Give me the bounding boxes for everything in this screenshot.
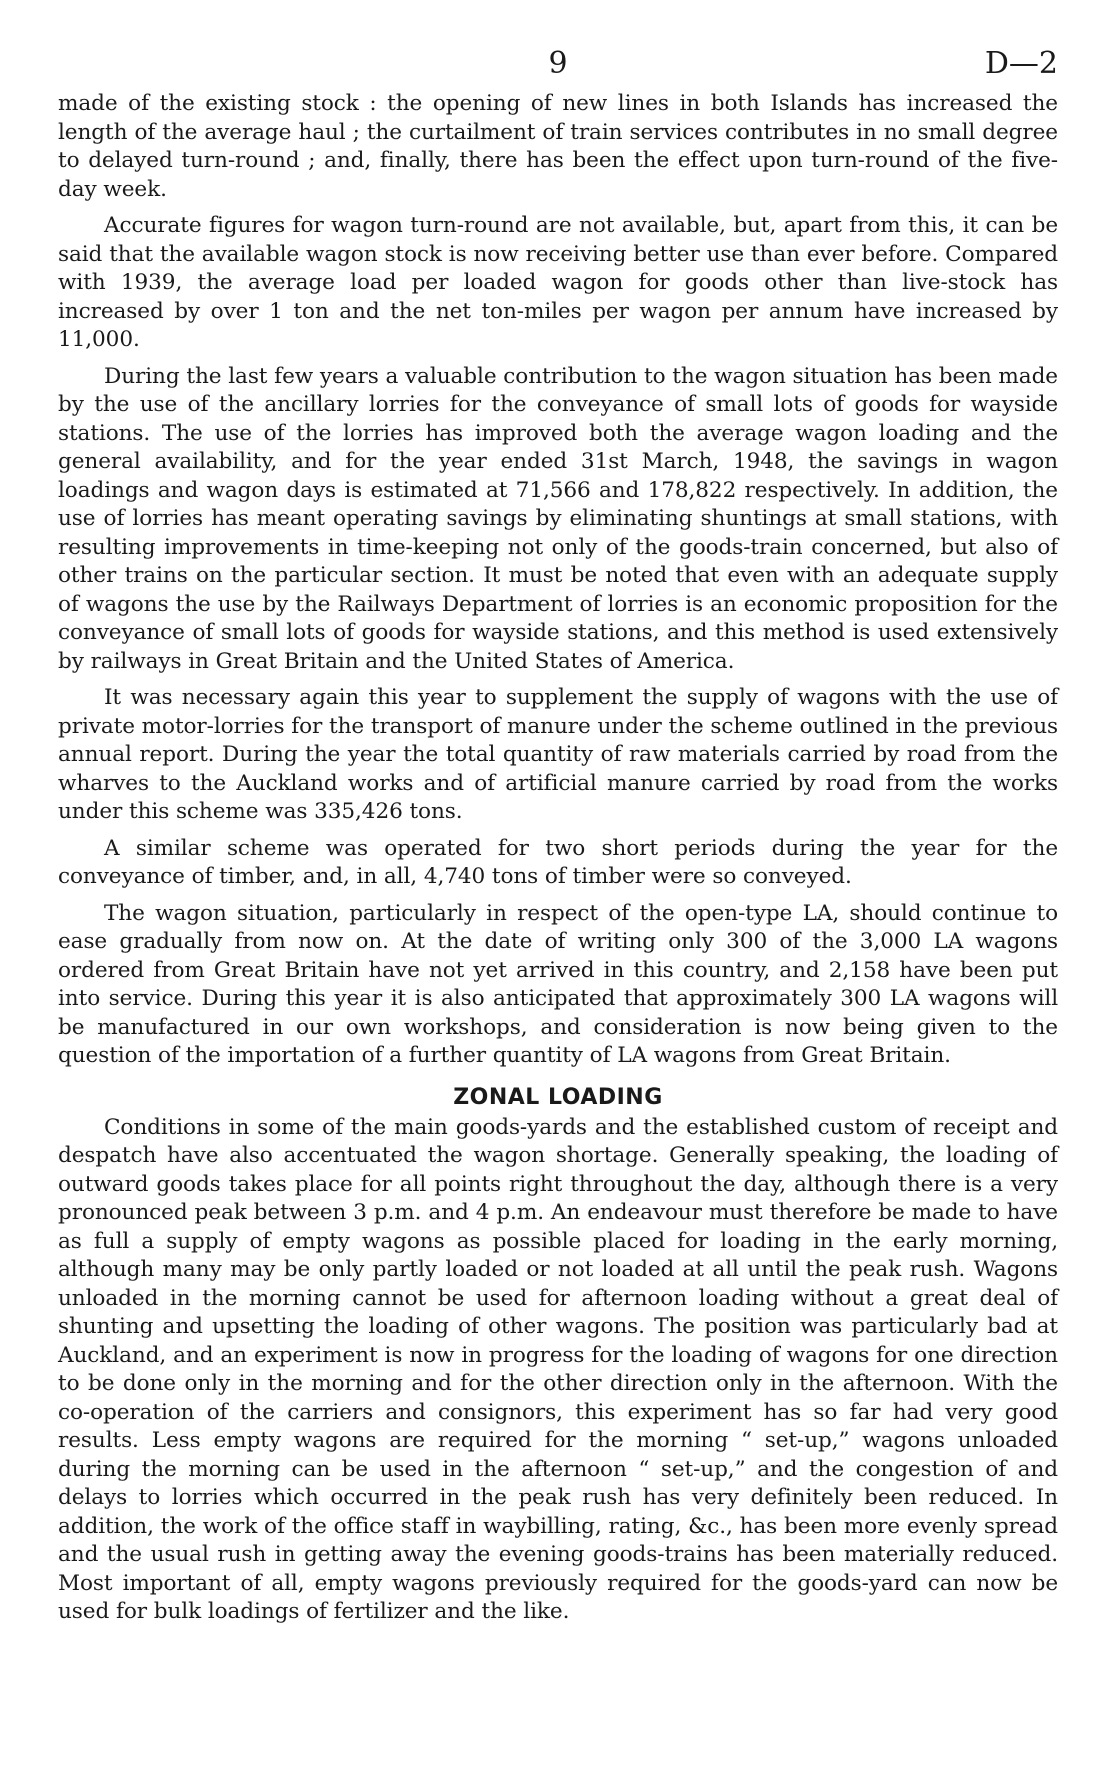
page-header xyxy=(58,40,1058,90)
document-page xyxy=(58,40,1058,1627)
document-code: D—2 xyxy=(984,46,1058,81)
paragraph-zonal-loading: Conditions in some of the main goods-yards and the established custom of receipt and despatch have also accentuated the wagon shortage. Generally speaking, the loading of outward goods takes place for all points right throughout the day, although there is a very pronounced peak between 3 p.m. and 4 p.m. An endeavour must therefore be made to have as full a supply of empty wagons as possible placed for loading in the early morning, although many may be only partly loaded or not loaded at all until the peak rush. Wagons unloaded in the morning cannot be used for afternoon loading without a great deal of shunting and upsetting the loading of other wagons. The position was particularly bad at Auckland, and an experiment is now in progress for the loading of wagons for one direction to be done only in the morning and for the other direction only in the afternoon. With the co-operation of the carriers and consignors, this experiment has so far had very good results. Less empty wagons are required for the morning “ set-up,” wagons unloaded during the morning can be used in the afternoon “ set-up,” and the congestion of and delays to lorries which occurred in the peak rush has very definitely been reduced. In addition, the work of the office staff in waybilling, rating, &c., has been more evenly spread and the usual rush in getting away the evening goods-trains has been materially reduced. Most important of all, empty wagons previously required for the goods-yard can now be used for bulk loadings of fertilizer and the like. xyxy=(58,1114,1058,1624)
paragraph-wagon-situation: The wagon situation, particularly in respect of the open-type LA, should continue to ease gradually from now on. At the date of writing only 300 of the 3,000 LA wagons ordered from Great Britain have not yet arrived in this country, and 2,158 have been put into service. During this year it is also anticipated that approximately 300 LA wagons will be manufactured in our own workshops, and consideration is now being given to the question of the importation of a further quantity of LA wagons from Great Britain. xyxy=(58,900,1058,1068)
paragraph-timber-conveyance: A similar scheme was operated for two short periods during the year for the conveyance of timber, and, in all, 4,740 tons of timber were so conveyed. xyxy=(58,835,1058,889)
paragraph-continuation: made of the existing stock : the opening of new lines in both Islands has increased the length of the average haul ; the curtailment of train services contributes in no small degree to delayed turn-round ; and, finally, there has been the effect upon turn-round of the five-day week. xyxy=(58,91,1058,202)
paragraph-manure-transport: It was necessary again this year to supplement the supply of wagons with the use of private motor-lorries for the transport of manure under the scheme outlined in the previous annual report. During the year the total quantity of raw materials carried by road from the wharves to the Auckland works and of artificial manure carried by road from the works under this scheme was 335,426 tons. xyxy=(58,685,1058,824)
section-heading-zonal-loading: ZONAL LOADING xyxy=(453,1084,663,1110)
page-number: 9 xyxy=(548,46,568,81)
paragraph-wagon-turn-round: Accurate figures for wagon turn-round are not available, but, apart from this, it can be said that the available wagon stock is now receiving better use than ever before. Compared with 1939, the average load per loaded wagon for goods other than live-stock has increased by over 1 ton and the net ton-miles per wagon per annum have increased by 11,000. xyxy=(58,213,1058,352)
body-text xyxy=(58,90,1058,1071)
paragraph-ancillary-lorries: During the last few years a valuable contribution to the wagon situation has been made by the use of the ancillary lorries for the conveyance of small lots of goods for wayside stations. The use of the lorries has improved both the average wagon loading and the general availability, and for the year ended 31st March, 1948, the savings in wagon loadings and wagon days is estimated at 71,566 and 178,822 respectively. In addition, the use of lorries has meant operating savings by eliminating shuntings at small stations, with resulting improvements in time-keeping not only of the goods-train concerned, but also of other trains on the particular section. It must be noted that even with an adequate supply of wagons the use by the Railways Department of lorries is an economic proposition for the conveyance of small lots of goods for wayside stations, and this method is used extensively by railways in Great Britain and the United States of America. xyxy=(58,363,1058,674)
